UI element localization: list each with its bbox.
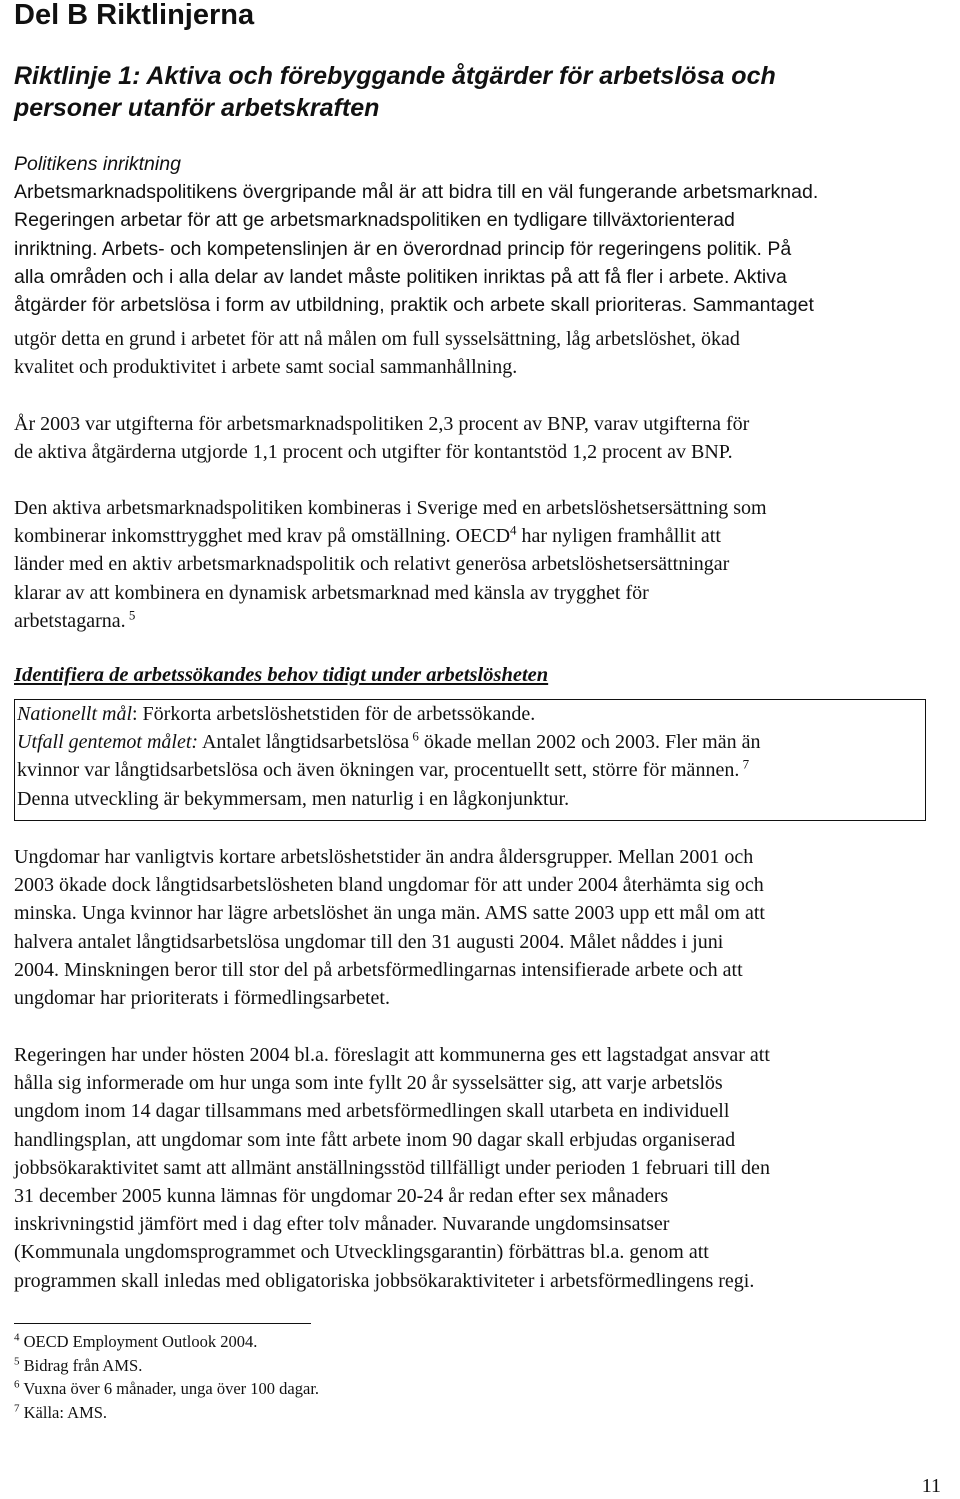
paragraph-line: kombinerar inkomsttrygghet med krav på omställning. OECD$^4$ har nyligen framhållit att <box>14 522 721 548</box>
paragraph-line: Ungdomar har vanligtvis kortare arbetslöshetstider än andra åldersgrupper. Mellan 2001 och <box>14 846 754 868</box>
policy-line: Regeringen arbetar för att ge arbetsmarknadspolitiken en tydligare tillväxtorienterad <box>14 209 735 232</box>
paragraph-line: klarar av att kombinera en dynamisk arbetsmarknad med känsla av trygghet för <box>14 581 649 604</box>
paragraph-line: Den aktiva arbetsmarknadspolitiken kombineras i Sverige med en arbetslöshetsersättning som <box>14 497 767 519</box>
outcome-label: Utfall gentemot målet: <box>17 731 199 754</box>
paragraph-line: handlingsplan, att ungdomar som inte fått arbete inom 90 dagar skall erbjudas organiserad <box>14 1128 736 1151</box>
policy-line: alla områden och i alla delar av landet måste politiken inriktas på att få fler i arbete. Aktiva <box>14 265 787 288</box>
footnotes <box>14 1330 319 1424</box>
policy-line: åtgärder för arbetslösa i form av utbildning, praktik och arbete skall prioriteras. Sammantaget <box>14 294 814 317</box>
footnote-ref-4: 4 <box>510 522 517 538</box>
section-heading: Identifiera de arbetssökandes behov tidigt under arbetslösheten <box>14 664 549 686</box>
paragraph-line: länder med en aktiv arbetsmarknadspolitik och relativt generösa arbetslöshetsersättningar <box>14 553 730 576</box>
paragraph-2003-spending <box>14 410 944 466</box>
part-title: Del B Riktlinjerna <box>14 0 255 31</box>
outcome-line: Utfall gentemot målet: Antalet långtidsarbetslösa $^6$ ökade mellan 2002 och 2003. Fler män än <box>17 728 761 754</box>
footnote-ref-6: 6 <box>409 728 419 744</box>
policy-line: inriktning. Arbets- och kompetenslinjen är en överordnad princip för regeringens politik. På <box>14 237 792 260</box>
footnote: $^4$ OECD Employment Outlook 2004. <box>14 1331 258 1351</box>
paragraph-line: 2004. Minskningen beror till stor del på arbetsförmedlingarnas intensifierade arbete och att <box>14 958 743 981</box>
goal-line: Nationellt mål: Förkorta arbetslöshetstiden för de arbetssökande. <box>17 703 536 725</box>
page-number: 11 <box>921 1475 941 1497</box>
paragraph-youth <box>14 843 944 1012</box>
paragraph-line: halvera antalet långtidsarbetslösa ungdomar till den 31 augusti 2004. Målet nåddes i juni <box>14 930 724 953</box>
policy-line: utgör detta en grund i arbetet för att nå målen om full sysselsättning, låg arbetslöshet, ökad <box>14 328 740 350</box>
paragraph-line: jobbsökaraktivitet samt att allmänt anställningsstöd tillfälligt under perioden 1 februari till den <box>14 1156 770 1179</box>
footnote-ref-5: 5 <box>125 607 136 623</box>
goal-box <box>14 699 926 821</box>
paragraph-active-policy <box>14 494 944 635</box>
outcome-line: Denna utveckling är bekymmersam, men naturlig i en lågkonjunktur. <box>17 787 570 810</box>
footnote-ref-7: 7 <box>739 756 750 772</box>
paragraph-line: programmen skall inledas med obligatoriska jobbsökaraktiviteter i arbetsförmedlingens regi. <box>14 1269 755 1292</box>
paragraph-line: ungdom inom 14 dagar tillsammans med arbetsförmedlingen skall utarbeta en individuell <box>14 1100 730 1123</box>
paragraph-government <box>14 1041 944 1295</box>
paragraph-line: ungdomar har prioriterats i förmedlingsarbetet. <box>14 987 390 1010</box>
policy-continuation <box>14 325 944 381</box>
policy-line: kvalitet och produktivitet i arbete samt social sammanhållning. <box>14 356 518 379</box>
paragraph-line: inskrivningstid jämfört med i dag efter tolv månader. Nuvarande ungdomsinsatser <box>14 1213 670 1236</box>
guideline-title-line-1: Riktlinje 1: Aktiva och förebyggande åtgärder för arbetslösa och <box>14 62 776 90</box>
policy-section <box>14 150 944 319</box>
paragraph-line: 31 december 2005 kunna lämnas för ungdomar 20-24 år redan efter sex månaders <box>14 1185 669 1208</box>
footnote: $^6$ Vuxna över 6 månader, unga över 100 dagar. <box>14 1378 320 1398</box>
footnote: $^5$ Bidrag från AMS. <box>14 1355 143 1375</box>
guideline-title <box>14 60 944 124</box>
paragraph-line: hålla sig informerade om hur unga som inte fyllt 20 år sysselsätter sig, att varje arbetslös <box>14 1072 723 1095</box>
paragraph-line: minska. Unga kvinnor har lägre arbetslöshet än unga män. AMS satte 2003 upp ett mål om att <box>14 902 765 925</box>
policy-subheading: Politikens inriktning <box>14 153 181 175</box>
footnote-divider <box>14 1323 311 1324</box>
paragraph-line: Regeringen har under hösten 2004 bl.a. föreslagit att kommunerna ges ett lagstadgat ansvar att <box>14 1044 770 1066</box>
paragraph-line: (Kommunala ungdomsprogrammet och Utvecklingsgarantin) förbättras bl.a. genom att <box>14 1241 709 1264</box>
footnote: $^7$ Källa: AMS. <box>14 1402 108 1422</box>
paragraph-line: arbetstagarna. $^5$ <box>14 607 136 632</box>
paragraph-line: de aktiva åtgärderna utgjorde 1,1 procent och utgifter för kontantstöd 1,2 procent av BNP. <box>14 441 733 464</box>
guideline-title-line-2: personer utanför arbetskraften <box>14 94 380 122</box>
paragraph-line: År 2003 var utgifterna för arbetsmarknadspolitiken 2,3 procent av BNP, varav utgifterna för <box>14 413 750 435</box>
outcome-line: kvinnor var långtidsarbetslösa och även ökningen var, procentuellt sett, större för männen. $^7$ <box>17 756 750 782</box>
policy-line: Arbetsmarknadspolitikens övergripande mål är att bidra till en väl fungerande arbetsmarknad. <box>14 181 819 204</box>
goal-label: Nationellt mål <box>17 703 132 725</box>
paragraph-line: 2003 ökade dock långtidsarbetslösheten bland ungdomar för att under 2004 återhämta sig och <box>14 874 764 897</box>
